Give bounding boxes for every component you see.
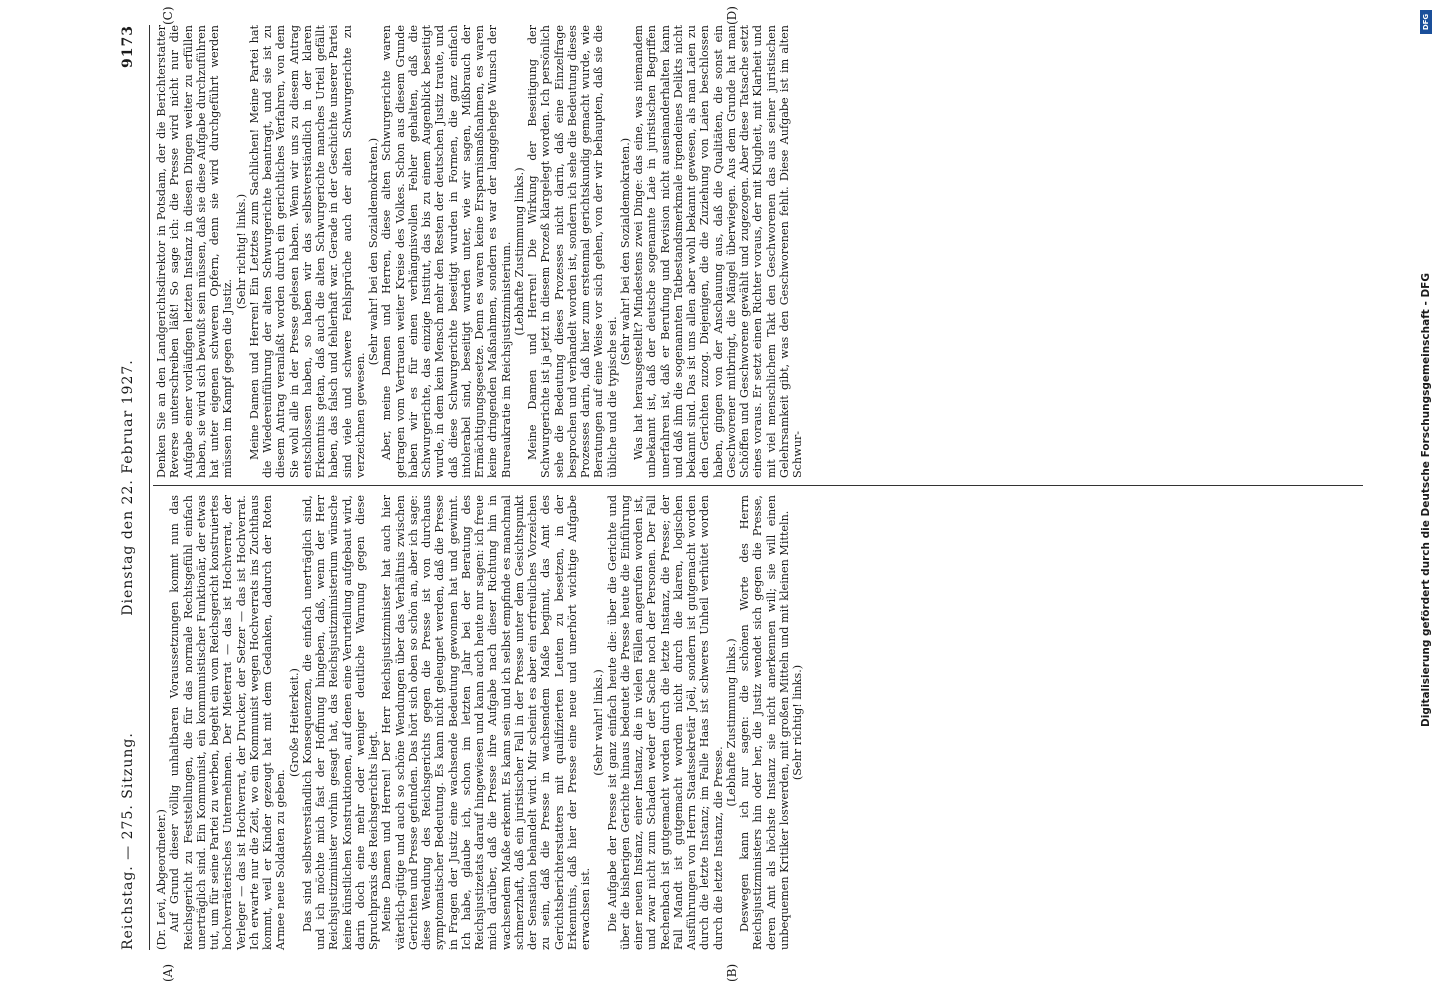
paragraph: Meine Damen und Herren! Ein Letztes zum Sachlichen! Meine Partei hat die Wiedereinführung der alten Schwurgerichte beantragt, und sie ist zu diesem Antrag veranlaßt worden durch ein gerichtliches Verfahren, von dem Sie wohl alle in der Presse gelesen haben. Wenn wir uns zu diesem Antrag entschlossen haben, so haben wir das selbstverständlich in der klaren Erkenntnis getan, daß auch die alten Schwurgerichte manches Urteil gefällt haben, das falsch und fehlerhaft war. Gerade in der Geschichte unserer Partei sind viele und schwere Fehlsprüche auch der alten Schwurgerichte zu verzeichnen gewesen. [247,25,367,478]
rotated-document-page [25,0,1405,990]
page-number: 9173 [120,25,136,68]
right-column [155,25,804,478]
interjection: (Sehr richtig! links.) [791,664,804,781]
paragraph: Meine Damen und Herren! Die Wirkung der Beseitigung der Schwurgerichte ist ja jetzt in diesem Prozeß klargelegt worden. Ich persönlich sehe die Bedeutung dieses Prozesses nicht darin, daß eine Einzelfrage besprochen und verhandelt worden ist, sondern ich sehe die Bedeutung dieses Prozesses darin, daß hier zum erstenmal gerichtskundig gemacht wurde, wie Beratungen auf eine Weise vor sich gehen, von der wir behaupten, daß sie die übliche und die typische sei. [526,25,619,478]
paragraph: Was hat herausgestellt? Mindestens zwei Dinge: das eine, was niemandem unbekannt ist, daß der deutsche sogenannte Laie in juristischen Begriffen unerfahren ist, daß er Berufung und Revision nicht auseinanderhalten kann und daß ihm die sogenannten Tatbestandsmerkmale irgendeines Delikts nicht bekannt sind. Das ist uns allen aber wohl bekannt gewesen, als man Laien zu den Gerichten zuzog. Diejenigen, die die Zuziehung von Laien beschlossen haben, gingen von der Anschauung aus, daß die Qualitäten, die sonst ein Geschworener mitbringt, die Mängel überwiegen. Aus dem Grunde hat man Schöffen und Geschworene gewählt und zugezogen. Aber diese Tatsache setzt eines voraus. Er setzt einen Richter voraus, der mit Klugheit, mit Klarheit und mit viel menschlichem Takt den Geschworenen das aus seiner juristischen Gelehrsamkeit gibt, was den Geschworenen fehlt. Diese Aufgabe ist im alten Schwur- [632,25,804,478]
header-session: Reichstag. — 275. Sitzung. [120,732,136,950]
header-rule [149,25,150,950]
interjection: (Sehr richtig! links.) [234,193,248,310]
interjection: (Lebhafte Zustimmung links.) [724,638,738,807]
margin-mark-a: (A) [161,963,175,982]
margin-mark-b: (B) [725,963,739,982]
paragraph: Meine Damen und Herren! Der Herr Reichsjustizminister hat auch hier väterlich-gütige und auch so schöne Wendungen über das Verhältnis zwischen Gerichten und Presse gefunden. Das hört sich oben so schön an, aber ich sage: diese Wendung des Reichsgerichts gegen die Presse ist von durchaus symptomatischer Bedeutung. Es kann nicht geleugnet werden, daß die Presse in Fragen der Justiz eine wachsende Bedeutung gewonnen hat und gewinnt. Ich habe, glaube ich, schon im letzten Jahr bei der Beratung des Reichsjustizetats darauf hingewiesen und kann auch heute nur sagen: ich freue mich darüber, daß die Presse ihre Aufgabe nach dieser Richtung hin in wachsendem Maße erkennt. Es kann sein und ich selbst empfinde es manchmal schmerzhaft, daß ein juristischer Fall in der Presse unter dem Gesichtspunkt der Sensation behandelt wird. Mir scheint es aber ein erfreuliches Vorzeichen zu sein, daß die Presse in wachsendem Maße beginnt, das Amt des Gerichtsberichterstatters mit qualifizierten Leuten zu besetzen, in der Erkenntnis, daß hier der Presse eine neue und unerhört wichtige Aufgabe erwachsen ist. [380,495,592,950]
left-column [155,495,804,950]
interjection: (Sehr wahr! bei den Sozialdemokraten.) [618,137,632,366]
speaker-line: (Dr. Levi, Abgeordneter.) [155,809,168,950]
paragraph: Die Aufgabe der Presse ist ganz einfach heute die: über die Gerichte und über die bisherigen Gerichte hinaus bedeutet die Presse heute die Einführung einer neuen Instanz, einer Instanz, die in vielen Fällen angerufen worden ist, und zwar nicht zum Schaden weder der Sache noch der Personen. Der Fall Rechenbach ist gutgemacht worden durch die letzte Instanz, die Presse; der Fall Mandt ist gutgemacht worden nicht durch die klaren, logischen Ausführungen von Herrn Staatssekretär Joël, sondern ist gutgemacht worden durch die letzte Instanz; im Falle Haas ist schweres Unheil verhütet worden durch die letzte Instanz, die Presse. [605,495,725,950]
digitization-credit [1416,0,1434,1000]
header-date: Dienstag den 22. Februar 1927. [120,359,136,616]
page-header [120,25,146,950]
margin-mark-c: (C) [161,6,175,25]
dfg-logo: DFG [1420,10,1432,34]
interjection: (Sehr wahr! links.) [592,669,606,776]
interjection: (Lebhafte Zustimmung links.) [512,167,526,336]
paragraph: Auf Grund dieser völlig unhaltbaren Voraussetzungen kommt nun das Reichsgericht zu Feststellungen, die für das normale Rechtsgefühl einfach unerträglich sind. Ein Kommunist, ein kommunistischer Funktionär, der etwas tut, um für seine Partei zu werben, begeht ein vom Reichsgericht konstruiertes hochverräterisches Unternehmen. Der Mieterrat — das ist Hochverrat, der Verleger — das ist Hochverrat, der Drucker, der Setzer — das ist Hochverrat. Ich erwarte nur die Zeit, wo ein Kommunist wegen Hochverrats ins Zuchthaus kommt, weil er Kinder gezeugt hat mit dem Gedanken, dadurch der Roten Armee neue Soldaten zu geben. [168,495,288,950]
interjection: (Sehr wahr! bei den Sozialdemokraten.) [367,137,380,366]
paragraph: Aber, meine Damen und Herren, diese alten Schwurgerichte waren getragen vom Vertrauen weiter Kreise des Volkes. Schon aus diesem Grunde haben wir es für einen verhängnisvollen Fehler gehalten, daß die Schwurgerichte, das einzige Institut, das bis zu einem Augenblick beseitigt wurde, in dem kein Mensch mehr den Resten der deutschen Justiz traute, und daß diese Schwurgerichte beseitigt wurden in Formen, die ganz einfach intolerabel sind, beseitigt wurden unter, wie wir sagen, Mißbrauch der Ermächtigungsgesetze. Denn es waren keine Ersparnismaßnahmen, es waren keine dringenden Maßnahmen, sondern es war der langgehegte Wunsch der Bureaukratie im Reichsjustizministerium. [380,25,513,478]
credit-text: Digitalisierung gefördert durch die Deutsche Forschungsgemeinschaft - DFG [1420,273,1432,727]
paragraph: Deswegen kann ich nur sagen: die schönen Worte des Herrn Reichsjustizministers hin oder her, die Justiz wendet sich gegen die Presse, deren Amt als höchste Instanz sie nicht anerkennen will; sie will einen unbequemen Kritiker loswerden, mit großen Mitteln und mit kleinen Mitteln. [738,495,791,950]
paragraph: Denken Sie an den Landgerichtsdirektor in Potsdam, der die Berichterstatter Reverse unterschreiben läßt! So sage ich: die Presse wird nicht nur die Aufgabe einer vorläufigen letzten Instanz in diesen Dingen weiter zu erfüllen haben, sie wird sich bewußt sein müssen, daß sie diese Aufgabe durchzuführen hat unter eigenen schweren Opfern, denn sie wird durchgeführt werden müssen im Kampf gegen die Justiz. [155,25,235,478]
column-divider [153,485,1363,486]
paragraph: Das sind selbstverständlich Konsequenzen, die einfach unerträglich sind, und ich möchte mich fast der Hoffnung hingeben, daß, wenn der Herr Reichsjustizminister vorhin gesagt hat, das Reichsjustizministerium wünsche keine künstlichen Konstruktionen, auf denen eine Verurteilung aufgebaut wird, darin doch eine mehr oder weniger deutliche Warnung gegen diese Spruchpraxis des Reichsgerichts liegt. [300,495,380,950]
interjection: (Große Heiterkeit.) [287,668,301,777]
margin-mark-d: (D) [725,6,739,25]
